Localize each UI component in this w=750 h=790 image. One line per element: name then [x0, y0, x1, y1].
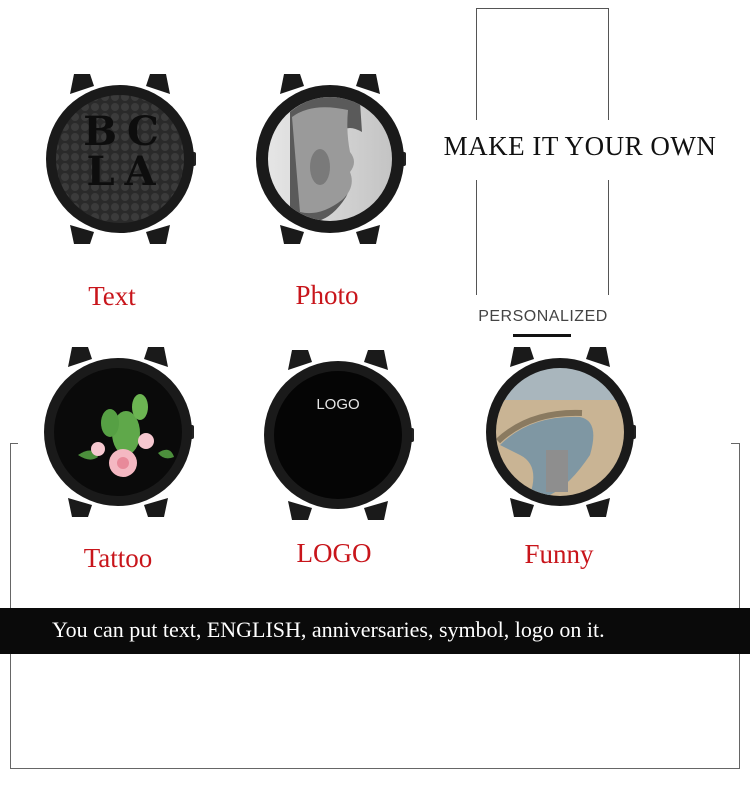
label-text: Text [88, 281, 136, 311]
watch-face-text: B C L A [83, 108, 157, 195]
personalized-tagline: PERSONALIZED [478, 308, 608, 325]
frame-tick-left [10, 443, 18, 444]
info-banner-text: You can put text, ENGLISH, anniversaries, symbol, logo on it. [52, 617, 605, 642]
face-portrait-icon [250, 72, 410, 247]
watch-tattoo[interactable] [38, 345, 198, 525]
tagline-underline [513, 334, 571, 337]
cactus-flower-icon [38, 345, 198, 520]
watch-icon [258, 348, 418, 523]
label-tattoo: Tattoo [83, 543, 153, 573]
watch-logo[interactable] [258, 348, 418, 528]
label-funny: Funny [524, 539, 594, 569]
headline: MAKE IT YOUR OWN [443, 131, 717, 161]
watch-funny[interactable] [480, 345, 640, 525]
label-logo: LOGO [296, 538, 372, 568]
label-photo: Photo [295, 280, 359, 310]
watch-text[interactable] [40, 72, 200, 252]
zipper-landscape-icon [480, 345, 640, 520]
frame-tick-right [731, 443, 739, 444]
watch-face-logo: LOGO [316, 396, 360, 413]
watch-photo[interactable] [250, 72, 410, 252]
